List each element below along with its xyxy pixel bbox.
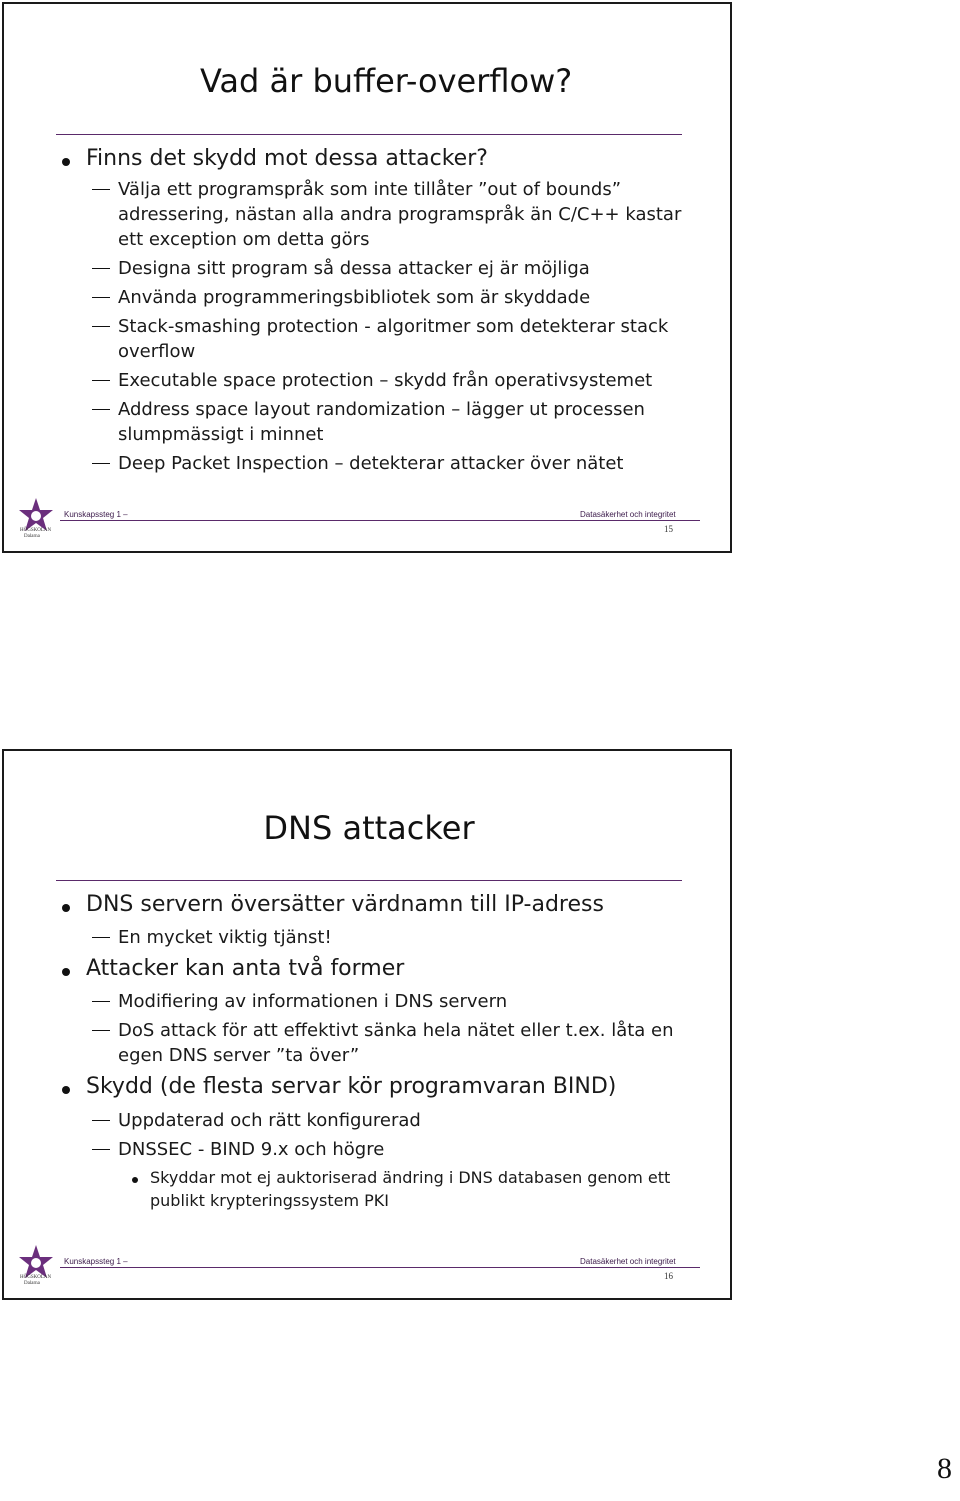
dash-marker: [92, 1030, 110, 1031]
dash-marker: [92, 409, 110, 410]
footer-rule: [60, 520, 700, 521]
sub-bullet-text: Deep Packet Inspection – detekterar attacker över nätet: [118, 453, 624, 474]
bullet-dot: [62, 158, 70, 166]
logo-text: Dalarna: [24, 1281, 40, 1286]
slide-16: [2, 749, 732, 1300]
sub-bullet-text: DNSSEC - BIND 9.x och högre: [118, 1139, 385, 1160]
footer-subject: Datasäkerhet och integritet: [580, 1257, 676, 1266]
title-rule: [56, 134, 682, 135]
sub-bullet-text: Executable space protection – skydd från operativsystemet: [118, 370, 653, 391]
sub-bullet-text: Uppdaterad och rätt konfigurerad: [118, 1110, 421, 1131]
footer-subject: Datasäkerhet och integritet: [580, 510, 676, 519]
logo-text: Dalarna: [24, 534, 40, 539]
dash-marker: [92, 380, 110, 381]
sub-bullet-text: Välja ett programspråk som inte tillåter ”out of bounds”: [118, 179, 622, 200]
sub-bullet-continuation: overflow: [118, 341, 196, 362]
dash-marker: [92, 1149, 110, 1150]
sub-sub-bullet-dot: [132, 1177, 138, 1183]
sub-sub-bullet-text: Skyddar mot ej auktoriserad ändring i DNS databasen genom ett: [150, 1168, 671, 1187]
slide-title: DNS attacker: [263, 809, 475, 847]
sheet-page-number: 8: [937, 1452, 952, 1485]
dash-marker: [92, 189, 110, 190]
dash-marker: [92, 1001, 110, 1002]
bullet-text: Skydd (de flesta servar kör programvaran BIND): [86, 1074, 617, 1099]
bullet-text: Attacker kan anta två former: [86, 956, 405, 981]
dash-marker: [92, 297, 110, 298]
bullet-dot: [62, 1086, 70, 1094]
sub-bullet-text: DoS attack för att effektivt sänka hela nätet eller t.ex. låta en: [118, 1020, 674, 1041]
bullet-text: DNS servern översätter värdnamn till IP-adress: [86, 892, 604, 917]
bullet-dot: [62, 968, 70, 976]
slide-page-number: 16: [664, 1271, 673, 1281]
sub-sub-bullet-continuation: publikt krypteringssystem PKI: [150, 1191, 389, 1210]
sub-bullet-text: Designa sitt program så dessa attacker ej är möjliga: [118, 258, 590, 279]
slide-15: [2, 2, 732, 553]
logo-text: HÖGSKOLAN: [20, 1275, 52, 1280]
title-rule: [56, 880, 682, 881]
dash-marker: [92, 326, 110, 327]
sub-bullet-text: Address space layout randomization – lägger ut processen: [118, 399, 645, 420]
dash-marker: [92, 937, 110, 938]
dash-marker: [92, 463, 110, 464]
footer-course: Kunskapssteg 1 –: [64, 510, 128, 519]
sub-bullet-text: Använda programmeringsbibliotek som är skyddade: [118, 287, 591, 308]
sub-bullet-text: Stack-smashing protection - algoritmer som detekterar stack: [118, 316, 669, 337]
bullet-text: Finns det skydd mot dessa attacker?: [86, 146, 488, 171]
dash-marker: [92, 1120, 110, 1121]
logo-text: HÖGSKOLAN: [20, 528, 52, 533]
footer-course: Kunskapssteg 1 –: [64, 1257, 128, 1266]
sub-bullet-continuation: egen DNS server ”ta över”: [118, 1045, 360, 1066]
sub-bullet-text: En mycket viktig tjänst!: [118, 927, 332, 948]
dash-marker: [92, 268, 110, 269]
sub-bullet-continuation: adressering, nästan alla andra programspråk än C/C++ kastar: [118, 204, 682, 225]
sub-bullet-continuation: slumpmässigt i minnet: [118, 424, 324, 445]
slide-page-number: 15: [664, 524, 673, 534]
footer-rule: [60, 1267, 700, 1268]
slide-title: Vad är buffer-overflow?: [200, 62, 573, 100]
sub-bullet-continuation: ett exception om detta görs: [118, 229, 370, 250]
sub-bullet-text: Modifiering av informationen i DNS servern: [118, 991, 508, 1012]
bullet-dot: [62, 904, 70, 912]
